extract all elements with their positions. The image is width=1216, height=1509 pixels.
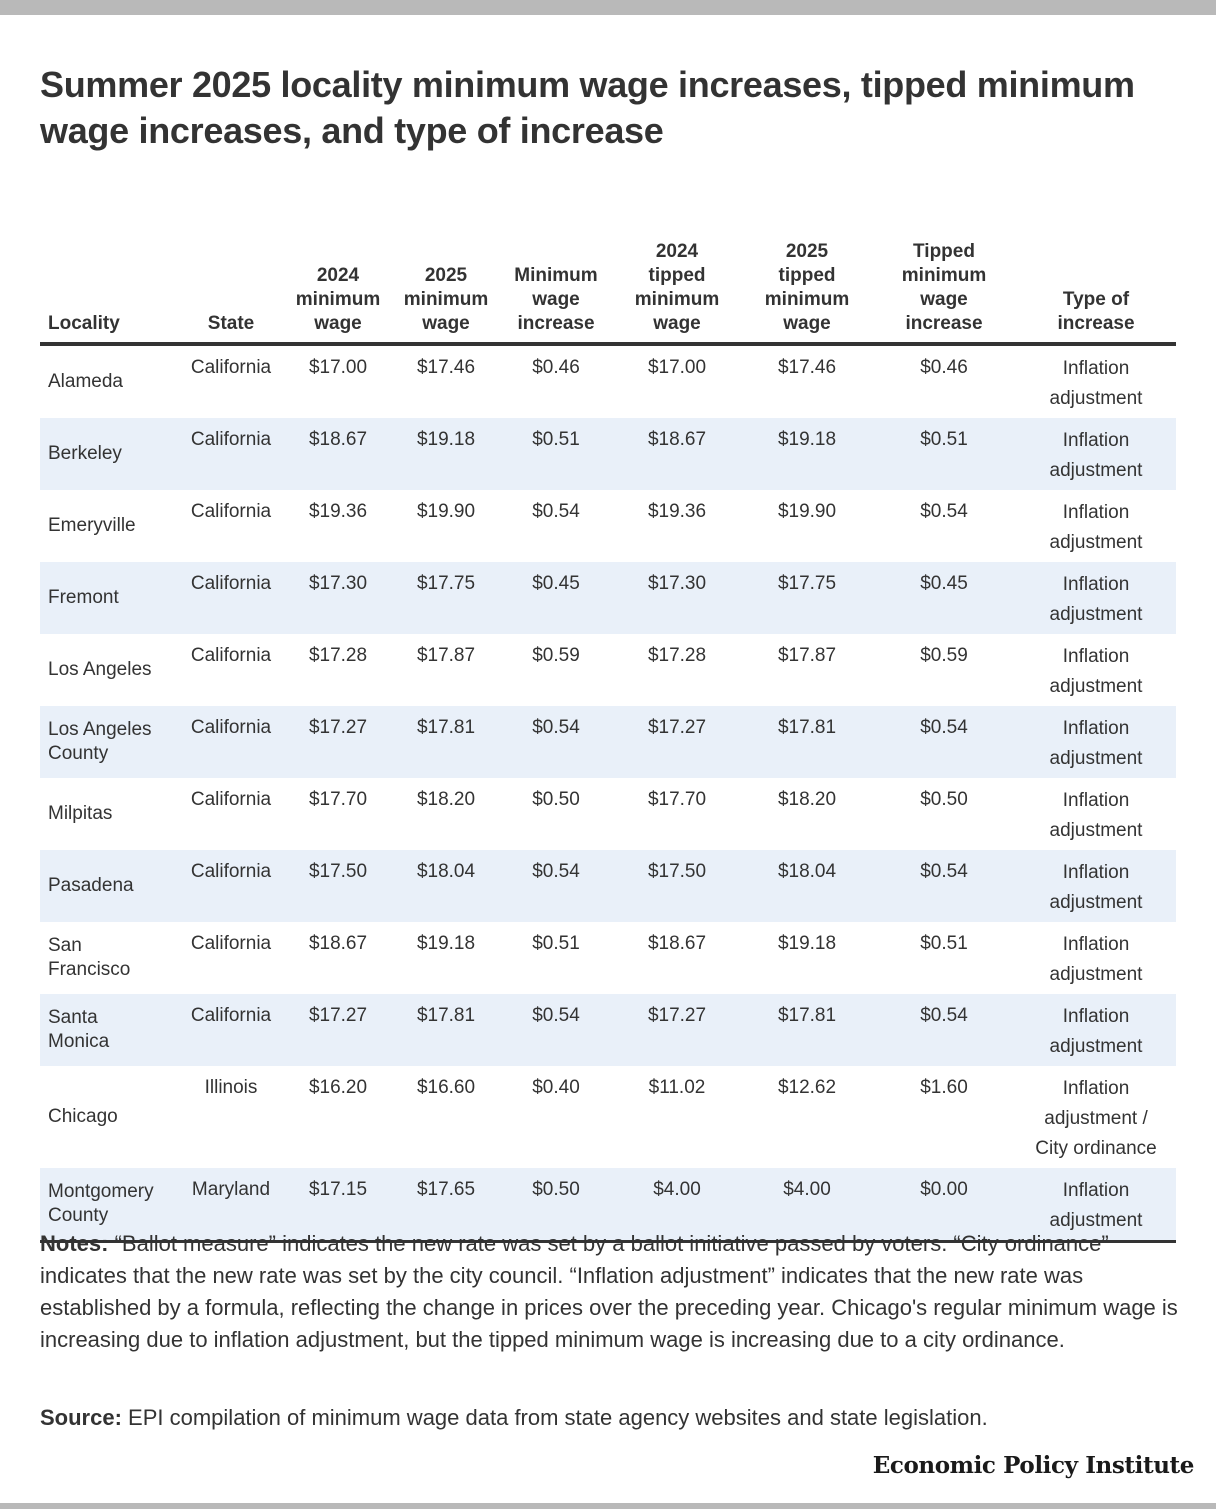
cell-minimum-wage-increase: $0.45 (532, 573, 580, 594)
source-label: Source: (40, 1405, 122, 1430)
header-2025-minimum-wage: 2025 minimum wage (403, 265, 489, 334)
cell-minimum-wage-increase: $0.40 (532, 1077, 580, 1098)
cell-2024-minimum-wage: $16.20 (308, 1077, 368, 1098)
cell-2025-tipped-minimum-wage: $17.46 (777, 357, 837, 378)
table-row (40, 706, 1176, 778)
cell-type-of-increase: Inflation adjustment (1049, 574, 1143, 625)
cell-2024-tipped-minimum-wage: $11.02 (648, 1077, 706, 1098)
cell-tipped-minimum-wage-increase: $0.45 (920, 573, 968, 594)
cell-tipped-minimum-wage-increase: $0.54 (920, 861, 968, 882)
table-row (40, 418, 1176, 490)
cell-type-of-increase: Inflation adjustment (1049, 358, 1143, 409)
cell-minimum-wage-increase: $0.51 (532, 429, 580, 450)
page-title: Summer 2025 locality minimum wage increases, tipped minimum wage increases, and type of increase (40, 64, 1135, 151)
cell-2024-minimum-wage: $17.27 (308, 717, 368, 738)
cell-locality: Fremont (48, 587, 119, 608)
table-row (40, 562, 1176, 634)
table-row (40, 850, 1176, 922)
cell-2025-tipped-minimum-wage: $17.75 (777, 573, 837, 594)
cell-minimum-wage-increase: $0.54 (532, 1005, 580, 1026)
cell-2025-tipped-minimum-wage: $18.20 (777, 789, 837, 810)
top-frame-bar (0, 0, 1216, 15)
cell-type-of-increase: Inflation adjustment (1049, 646, 1143, 697)
cell-locality: Alameda (48, 371, 123, 392)
header-2024-tipped-minimum-wage: 2024 tipped minimum wage (634, 241, 720, 334)
cell-2024-tipped-minimum-wage: $17.70 (647, 789, 707, 810)
header-state: State (207, 313, 255, 334)
header-2025-tipped-minimum-wage: 2025 tipped minimum wage (764, 241, 850, 334)
cell-2025-minimum-wage: $19.18 (416, 429, 476, 450)
cell-2025-minimum-wage: $17.65 (416, 1179, 476, 1200)
cell-2024-tipped-minimum-wage: $4.00 (653, 1179, 701, 1200)
cell-2024-tipped-minimum-wage: $17.30 (647, 573, 707, 594)
cell-2024-minimum-wage: $17.28 (308, 645, 368, 666)
source-text: EPI compilation of minimum wage data from state agency websites and state legislation. (128, 1405, 988, 1430)
cell-2024-minimum-wage: $19.36 (308, 501, 368, 522)
epi-logo: Economic Policy Institute (872, 1452, 1194, 1479)
cell-2025-tipped-minimum-wage: $18.04 (777, 861, 837, 882)
cell-locality: Santa Monica (48, 1007, 110, 1052)
cell-2024-tipped-minimum-wage: $17.50 (647, 861, 707, 882)
cell-tipped-minimum-wage-increase: $0.51 (920, 429, 968, 450)
cell-2025-tipped-minimum-wage: $4.00 (783, 1179, 831, 1200)
cell-type-of-increase: Inflation adjustment (1049, 862, 1143, 913)
cell-tipped-minimum-wage-increase: $1.60 (920, 1077, 968, 1098)
cell-tipped-minimum-wage-increase: $0.54 (920, 717, 968, 738)
cell-minimum-wage-increase: $0.50 (532, 1179, 580, 1200)
cell-state: California (190, 1005, 272, 1026)
cell-2024-tipped-minimum-wage: $19.36 (647, 501, 707, 522)
cell-locality: Emeryville (48, 515, 136, 536)
cell-type-of-increase: Inflation adjustment (1049, 718, 1143, 769)
cell-2024-tipped-minimum-wage: $17.28 (647, 645, 707, 666)
cell-locality: San Francisco (48, 935, 131, 980)
table-row (40, 344, 1176, 418)
cell-2025-minimum-wage: $17.46 (416, 357, 476, 378)
cell-2025-tipped-minimum-wage: $12.62 (777, 1077, 837, 1098)
cell-2025-tipped-minimum-wage: $17.87 (777, 645, 837, 666)
cell-state: California (190, 501, 272, 522)
table-row (40, 922, 1176, 994)
cell-2025-tipped-minimum-wage: $19.18 (777, 429, 837, 450)
table-row (40, 634, 1176, 706)
cell-2024-minimum-wage: $17.15 (308, 1179, 368, 1200)
cell-state: California (190, 573, 272, 594)
cell-minimum-wage-increase: $0.54 (532, 717, 580, 738)
cell-locality: Montgomery County (48, 1181, 154, 1226)
cell-tipped-minimum-wage-increase: $0.00 (920, 1179, 968, 1200)
cell-2024-minimum-wage: $17.30 (308, 573, 368, 594)
header-locality: Locality (48, 313, 120, 334)
cell-state: California (190, 357, 272, 378)
wage-table (40, 240, 1176, 1243)
header-tipped-minimum-wage-increase: Tipped minimum wage increase (901, 241, 987, 334)
cell-tipped-minimum-wage-increase: $0.50 (920, 789, 968, 810)
header-row (40, 240, 1176, 344)
cell-2024-tipped-minimum-wage: $18.67 (647, 429, 707, 450)
table-body (40, 344, 1176, 1242)
cell-2025-tipped-minimum-wage: $19.90 (777, 501, 837, 522)
cell-tipped-minimum-wage-increase: $0.51 (920, 933, 968, 954)
cell-minimum-wage-increase: $0.59 (532, 645, 580, 666)
table-row (40, 994, 1176, 1066)
cell-locality: Los Angeles (48, 659, 152, 680)
cell-2025-minimum-wage: $19.18 (416, 933, 476, 954)
cell-2025-minimum-wage: $16.60 (416, 1077, 476, 1098)
cell-2024-minimum-wage: $17.00 (308, 357, 368, 378)
cell-state: California (190, 789, 272, 810)
cell-state: California (190, 645, 272, 666)
cell-2025-tipped-minimum-wage: $17.81 (777, 717, 837, 738)
cell-tipped-minimum-wage-increase: $0.54 (920, 501, 968, 522)
cell-2025-tipped-minimum-wage: $17.81 (777, 1005, 837, 1026)
cell-2025-tipped-minimum-wage: $19.18 (777, 933, 837, 954)
cell-locality: Los Angeles County (48, 719, 152, 764)
cell-state: California (190, 429, 272, 450)
cell-2024-minimum-wage: $17.50 (308, 861, 368, 882)
cell-minimum-wage-increase: $0.50 (532, 789, 580, 810)
cell-2025-minimum-wage: $17.81 (416, 1005, 476, 1026)
cell-tipped-minimum-wage-increase: $0.46 (920, 357, 968, 378)
cell-2024-tipped-minimum-wage: $18.67 (647, 933, 707, 954)
cell-locality: Pasadena (48, 875, 134, 896)
cell-type-of-increase: Inflation adjustment (1049, 790, 1143, 841)
header-2024-minimum-wage: 2024 minimum wage (295, 265, 381, 334)
cell-2025-minimum-wage: $17.75 (416, 573, 476, 594)
cell-type-of-increase: Inflation adjustment (1049, 934, 1143, 985)
cell-locality: Berkeley (48, 443, 122, 464)
cell-state: Maryland (191, 1179, 271, 1200)
notes-text: “Ballot measure” indicates the new rate was set by a ballot initiative passed by voters. “City ordinance” indicates that the new rate was set by the city council. “Inflation adjustment” indicates that the new rate was established by a formula, reflecting the change in prices over the preceding year. Chicago's regular minimum wage is increasing due to inflation adjustment, but the tipped minimum wage is increasing due to a city ordinance. (40, 1231, 1178, 1352)
table-row (40, 490, 1176, 562)
cell-2025-minimum-wage: $17.87 (416, 645, 476, 666)
bottom-frame-bar (0, 1503, 1216, 1509)
cell-tipped-minimum-wage-increase: $0.59 (920, 645, 968, 666)
cell-2024-minimum-wage: $18.67 (308, 933, 368, 954)
cell-2025-minimum-wage: $19.90 (416, 501, 476, 522)
cell-2024-minimum-wage: $18.67 (308, 429, 368, 450)
cell-state: California (190, 861, 272, 882)
notes-label: Notes: (40, 1231, 109, 1256)
header-type-of-increase: Type of increase (1057, 289, 1135, 334)
cell-2024-minimum-wage: $17.27 (308, 1005, 368, 1026)
header-minimum-wage-increase: Minimum wage increase (514, 265, 598, 334)
cell-tipped-minimum-wage-increase: $0.54 (920, 1005, 968, 1026)
cell-state: California (190, 933, 272, 954)
cell-2024-tipped-minimum-wage: $17.27 (647, 717, 707, 738)
cell-type-of-increase: Inflation adjustment (1049, 430, 1143, 481)
cell-minimum-wage-increase: $0.54 (532, 861, 580, 882)
cell-state: Illinois (204, 1077, 258, 1098)
cell-2025-minimum-wage: $18.04 (416, 861, 476, 882)
cell-state: California (190, 717, 272, 738)
cell-locality: Chicago (48, 1106, 118, 1127)
cell-type-of-increase: Inflation adjustment (1049, 502, 1143, 553)
cell-minimum-wage-increase: $0.54 (532, 501, 580, 522)
cell-type-of-increase: Inflation adjustment / City ordinance (1035, 1078, 1157, 1159)
cell-type-of-increase: Inflation adjustment (1049, 1180, 1143, 1231)
cell-2025-minimum-wage: $18.20 (416, 789, 476, 810)
table-row (40, 778, 1176, 850)
cell-locality: Milpitas (48, 803, 113, 824)
cell-2024-minimum-wage: $17.70 (308, 789, 368, 810)
cell-2024-tipped-minimum-wage: $17.00 (647, 357, 707, 378)
table-row (40, 1066, 1176, 1168)
cell-type-of-increase: Inflation adjustment (1049, 1006, 1143, 1057)
cell-2024-tipped-minimum-wage: $17.27 (647, 1005, 707, 1026)
cell-minimum-wage-increase: $0.51 (532, 933, 580, 954)
source-note (40, 1402, 1180, 1434)
cell-2025-minimum-wage: $17.81 (416, 717, 476, 738)
notes (40, 1228, 1180, 1356)
cell-minimum-wage-increase: $0.46 (532, 357, 580, 378)
